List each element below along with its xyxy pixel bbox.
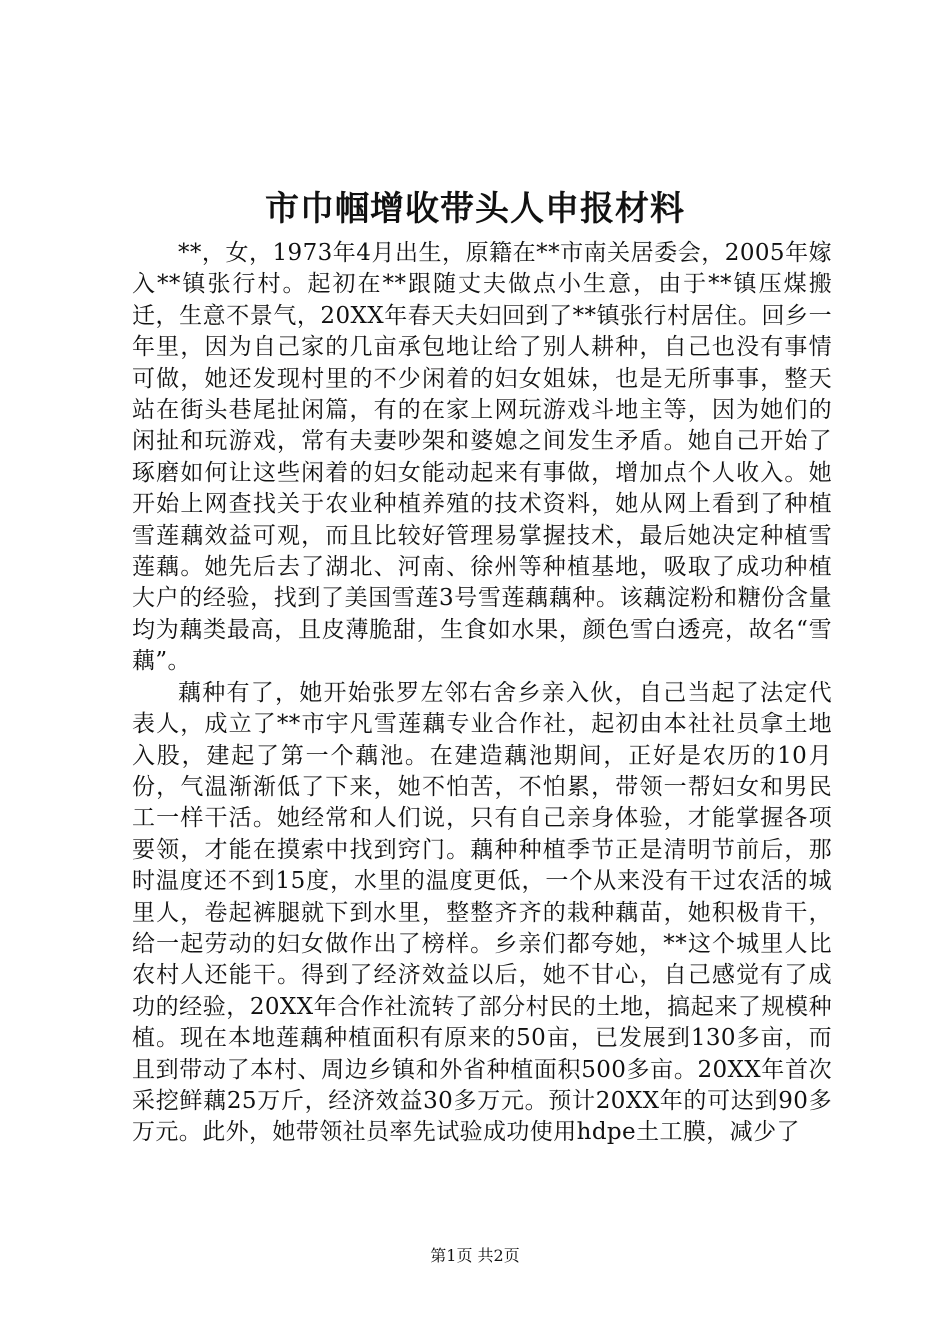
paragraph-1: **，女，1973年4月出生，原籍在**市南关居委会，2005年嫁入**镇张行村。起初在**跟随丈夫做点小生意，由于**镇压煤搬迁，生意不景气，20XX年春天夫妇回到了**镇张行村居住。回乡一年里，因为自己家的几亩承包地让给了别人耕种，自己也没有事情可做，她还发现村里的不少闲着的妇女姐妹，也是无所事事，整天站在街头巷尾扯闲篇，有的在家上网玩游戏斗地主等，因为她们的闲扯和玩游戏，常有夫妻吵架和婆媳之间发生矛盾。她自己开始了琢磨如何让这些闲着的妇女能动起来有事做，增加点个人收入。她开始上网查找关于农业种植养殖的技术资料，她从网上看到了种植雪莲藕效益可观，而且比较好管理易掌握技术，最后她决定种植雪莲藕。她先后去了湖北、河南、徐州等种植基地，吸取了成功种植大户的经验，找到了美国雪莲3号雪莲藕藕种。该藕淀粉和糖份含量均为藕类最高，且皮薄脆甜，生食如水果，颜色雪白透亮，故名“雪藕”。	[132, 240, 832, 675]
document-body	[132, 238, 832, 1149]
paragraph-2: 藕种有了，她开始张罗左邻右舍乡亲入伙，自己当起了法定代表人，成立了**市宇凡雪莲藕专业合作社，起初由本社社员拿土地入股，建起了第一个藕池。在建造藕池期间，正好是农历的10月份，气温渐渐低了下来，她不怕苦，不怕累，带领一帮妇女和男民工一样干活。她经常和人们说，只有自己亲身体验，才能掌握各项要领，才能在摸索中找到窍门。藕种种植季节正是清明节前后，那时温度还不到15度，水里的温度更低，一个从来没有干过农活的城里人，卷起裤腿就下到水里，整整齐齐的栽种藕苗，她积极肯干，给一起劳动的妇女做作出了榜样。乡亲们都夸她，**这个城里人比农村人还能干。得到了经济效益以后，她不甘心，自己感觉有了成功的经验，20XX年合作社流转了部分村民的土地，搞起来了规模种植。现在本地莲藕种植面积有原来的50亩，已发展到130多亩，而且到带动了本村、周边乡镇和外省种植面积500多亩。20XX年首次采挖鲜藕25万斤，经济效益30多万元。预计20XX年的可达到90多万元。此外，她带领社员率先试验成功使用hdpe土工膜，减少了	[132, 679, 832, 1146]
page-footer: 第1页 共2页	[430, 1246, 520, 1265]
document-title: 市巾帼增收带头人申报材料	[265, 189, 685, 229]
